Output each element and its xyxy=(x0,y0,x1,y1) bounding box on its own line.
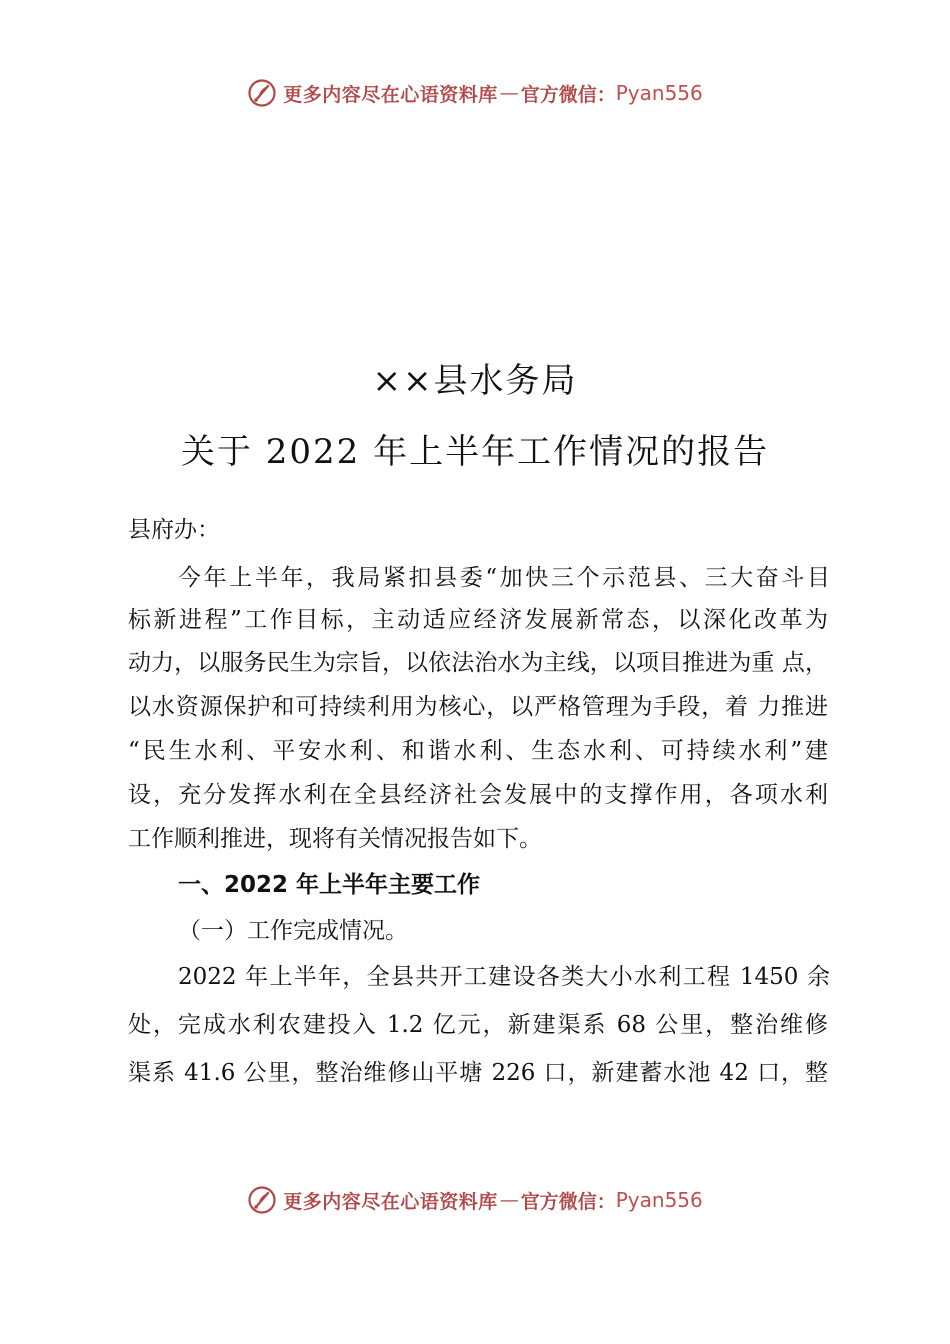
document-title-line2: 关于 2022 年上半年工作情况的报告 xyxy=(180,432,770,472)
paragraph-line: 动力，以服务民生为宗旨，以依法治水为主线，以项目推进为重 点， xyxy=(128,650,828,676)
quill-logo-icon xyxy=(247,1185,277,1215)
banner-wechat-id: Pyan556 xyxy=(615,81,703,105)
banner-dash: — xyxy=(499,1189,519,1211)
paragraph-line: 工作顺利推进，现将有关情况报告如下。 xyxy=(128,826,542,852)
paragraph-line: 渠系 41.6 公里，整治维修山平塘 226 口，新建蓄水池 42 口，整 xyxy=(128,1060,828,1086)
paragraph-line: 处，完成水利农建投入 1.2 亿元，新建渠系 68 公里，整治维修 xyxy=(128,1012,828,1038)
section-subheading: （一）工作完成情况。 xyxy=(178,918,408,944)
paragraph-line: 以水资源保护和可持续利用为核心，以严格管理为手段，着 力推进 xyxy=(128,694,828,720)
section-heading: 一、2022 年上半年主要工作 xyxy=(178,872,481,898)
paragraph-line: 标新进程”工作目标，主动适应经济发展新常态，以深化改革为 xyxy=(128,607,828,633)
paragraph-line: “民生水利、平安水利、和谐水利、生态水利、可持续水利”建 xyxy=(128,738,828,764)
banner-text: 更多内容尽在心语资料库 xyxy=(283,1190,498,1213)
paragraph-line: 2022 年上半年，全县共开工建设各类大小水利工程 1450 余 xyxy=(178,964,830,990)
quill-logo-icon xyxy=(247,78,277,108)
header-watermark-banner xyxy=(0,73,950,113)
paragraph-line: 今年上半年，我局紧扣县委“加快三个示范县、三大奋斗目 xyxy=(178,565,830,591)
banner-dash: — xyxy=(499,82,519,104)
banner-contact-label: 官方微信： xyxy=(520,83,616,106)
banner-wechat-id: Pyan556 xyxy=(615,1188,703,1212)
banner-contact-label: 官方微信： xyxy=(520,1190,616,1213)
banner-text: 更多内容尽在心语资料库 xyxy=(283,83,498,106)
salutation: 县府办： xyxy=(128,517,220,543)
footer-watermark-banner xyxy=(0,1180,950,1220)
paragraph-line: 设，充分发挥水利在全县经济社会发展中的支撑作用，各项水利 xyxy=(128,782,828,808)
document-title-line1: ××县水务局 xyxy=(372,361,578,401)
